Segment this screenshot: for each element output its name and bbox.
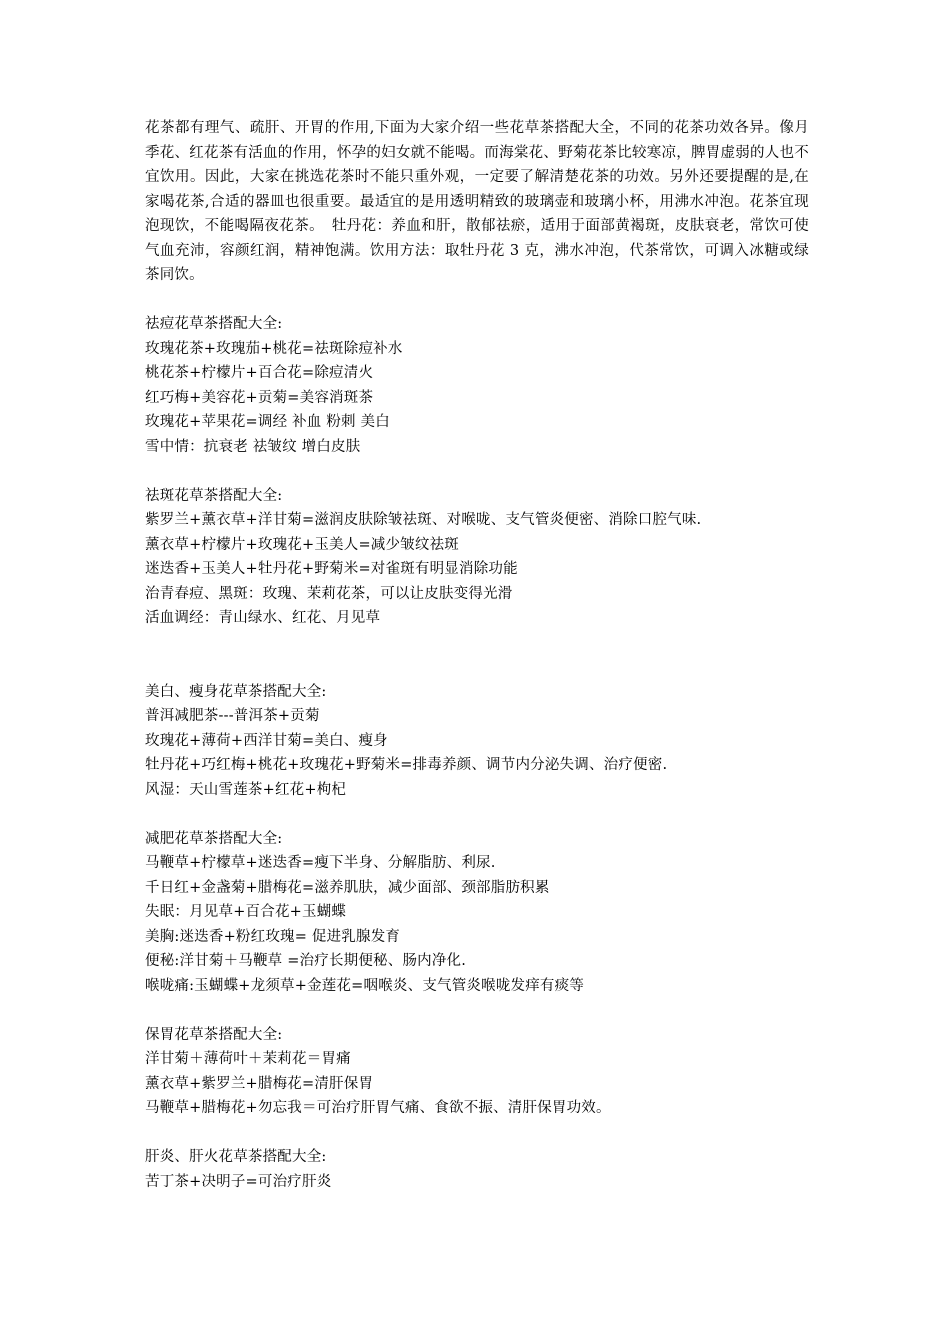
list-item: 玫瑰花+苹果花=调经 补血 粉刺 美白 — [145, 414, 390, 430]
list-item: 马鞭草+柠檬草+迷迭香=瘦下半身、分解脂肪、利尿. — [145, 855, 496, 871]
list-item: 玫瑰花+薄荷+西洋甘菊=美白、瘦身 — [145, 732, 388, 749]
section-heading: 保胃花草茶搭配大全: — [145, 1026, 283, 1043]
list-item: 便秘:洋甘菊＋马鞭草 =治疗长期便秘、肠内净化. — [145, 953, 467, 969]
section-heading: 祛斑花草茶搭配大全: — [145, 487, 283, 504]
section-heading: 减肥花草茶搭配大全: — [145, 830, 283, 847]
section-heading: 肝炎、肝火花草茶搭配大全: — [145, 1149, 327, 1165]
list-item: 失眠：月见草+百合花+玉蝴蝶 — [145, 904, 347, 920]
list-item: 马鞭草+腊梅花+勿忘我＝可治疗肝胃气痛、食欲不振、清肝保胃功效。 — [145, 1100, 611, 1116]
intro-paragraph: 花茶都有理气、疏肝、开胃的作用,下面为大家介绍一些花草茶搭配大全，不同的花茶功效各异。像月季花、红花茶有活血的作用，怀孕的妇女就不能喝。而海棠花、野菊花茶比较寒凉，脾胃虚弱的人也不宜饮用。因此，大家在挑选花茶时不能只重外观，一定要了解清楚花茶的功效。另外还要提醒的是,在家喝花茶,合适的器皿也很重要。最适宜的是用透明精致的玻璃壶和玻璃小杯，用沸水冲泡。花茶宜现泡现饮，不能喝隔夜花茶。 牡丹花：养血和肝，散郁祛瘀，适用于面部黄褐斑，皮肤衰老，常饮可使气血充沛，容颜红润，精神饱满。饮用方法：取牡丹花 3 克，沸水冲泡，代茶常饮，可调入冰糖或绿茶同饮。 — [145, 120, 809, 283]
section-heading: 祛痘花草茶搭配大全: — [145, 316, 283, 332]
list-item: 苦丁茶+决明子=可治疗肝炎 — [145, 1173, 332, 1190]
list-item: 活血调经：青山绿水、红花、月见草 — [145, 610, 381, 626]
list-item: 玫瑰花茶+玫瑰茄+桃花=祛斑除痘补水 — [145, 340, 403, 357]
list-item: 风湿：天山雪莲茶+红花+枸杞 — [145, 781, 347, 798]
list-item: 洋甘菊＋薄荷叶＋茉莉花＝胃痛 — [145, 1051, 351, 1067]
section-acne — [145, 312, 809, 459]
list-item: 薰衣草+柠檬片+玫瑰花+玉美人=减少皱纹祛斑 — [145, 536, 459, 553]
list-item: 治青春痘、黑斑：玫瑰、茉莉花茶，可以让皮肤变得光滑 — [145, 585, 513, 602]
list-item: 牡丹花+巧红梅+桃花+玫瑰花+野菊米=排毒养颜、调节内分泌失调、治疗便密. — [145, 757, 668, 773]
list-item: 雪中情：抗衰老 祛皱纹 增白皮肤 — [145, 438, 361, 455]
list-item: 紫罗兰+薰衣草+洋甘菊=滋润皮肤除皱祛斑、对喉咙、支气管炎便密、消除口腔气味. — [145, 512, 702, 528]
section-liver — [145, 1145, 809, 1194]
list-item: 薰衣草+紫罗兰+腊梅花=清肝保胃 — [145, 1075, 374, 1092]
list-item: 千日红+金盏菊+腊梅花=滋养肌肤，减少面部、颈部脂肪积累 — [145, 879, 550, 896]
document-body — [145, 116, 809, 1194]
list-item: 普洱减肥茶---普洱茶+贡菊 — [145, 708, 320, 724]
section-spots — [145, 484, 809, 631]
section-weight-loss — [145, 827, 809, 999]
list-item: 迷迭香+玉美人+牡丹花+野菊米=对雀斑有明显消除功能 — [145, 561, 518, 577]
section-heading: 美白、瘦身花草茶搭配大全: — [145, 683, 327, 700]
list-item: 美胸:迷迭香+粉红玫瑰= 促进乳腺发育 — [145, 928, 401, 945]
list-item: 红巧梅+美容花+贡菊=美容消斑茶 — [145, 389, 374, 406]
section-whitening-slimming — [145, 680, 809, 803]
list-item: 喉咙痛:玉蝴蝶+龙须草+金莲花=咽喉炎、支气管炎喉咙发痒有痰等 — [145, 977, 585, 994]
section-stomach — [145, 1023, 809, 1121]
list-item: 桃花茶+柠檬片+百合花=除痘清火 — [145, 365, 374, 381]
